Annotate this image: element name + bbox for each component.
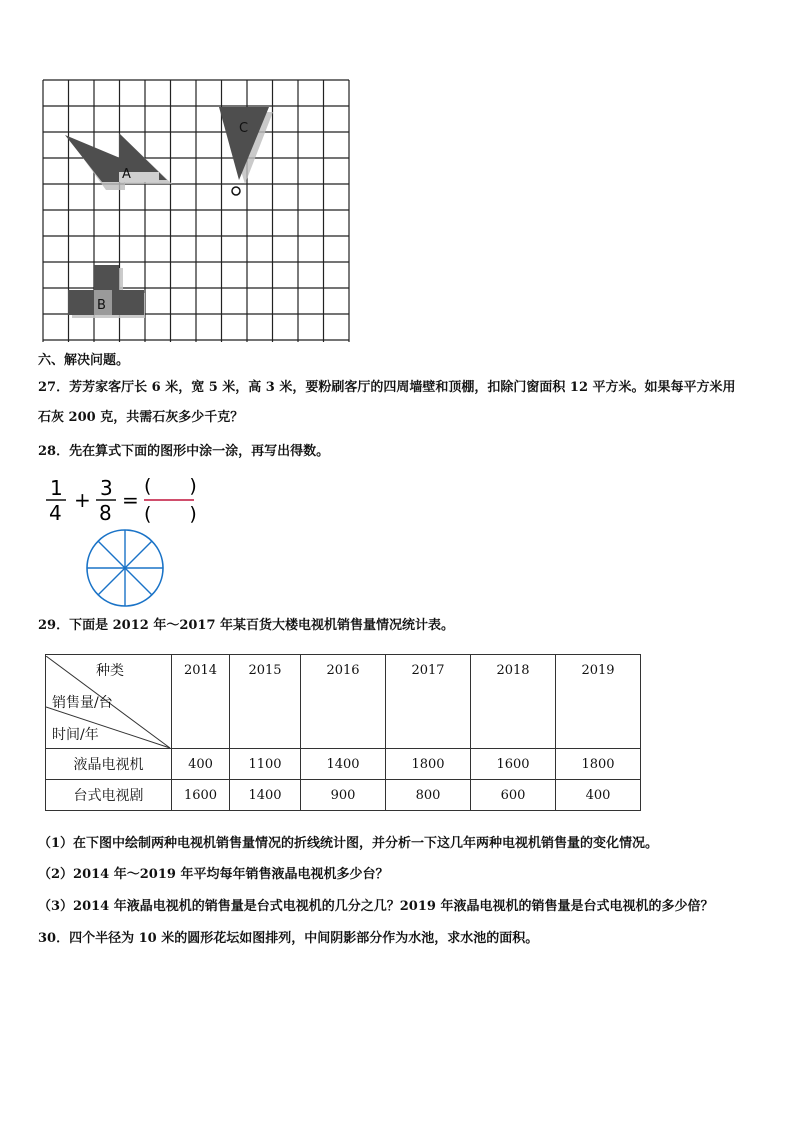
table-row (46, 749, 641, 780)
year-header: 2016 (301, 655, 386, 749)
table-cell: 1800 (386, 749, 471, 780)
fraction2-denominator: 8 (99, 501, 112, 525)
answer-numerator: ( ) (144, 475, 197, 497)
year-header: 2017 (386, 655, 471, 749)
year-header: 2019 (556, 655, 641, 749)
circle-spoke (125, 541, 152, 568)
shape-b-label: B (97, 298, 106, 313)
table-cell: 1600 (172, 780, 230, 811)
answer-denominator: ( ) (144, 503, 197, 525)
table-cell: 400 (556, 780, 641, 811)
shape-b (68, 265, 145, 318)
grid-figure (40, 78, 356, 344)
table-cell: 1600 (471, 749, 556, 780)
corner-bottom-label: 时间/年 (52, 726, 99, 743)
table-cell: 900 (301, 780, 386, 811)
section-title: 六、解决问题。 (38, 353, 130, 368)
q29-sub2: （2）2014 年～2019 年平均每年销售液晶电视机多少台？ (38, 867, 389, 882)
shape-c (219, 107, 273, 184)
corner-top-label: 种类 (96, 662, 124, 679)
q30-text: 30．四个半径为 10 米的圆形花坛如图排列，中间阴影部分作为水池，求水池的面积。 (38, 931, 539, 946)
plus-sign: + (74, 488, 91, 512)
fraction-equation (40, 472, 210, 530)
table-cell: 600 (471, 780, 556, 811)
table-cell: 400 (172, 749, 230, 780)
q29-sub3: （3）2014 年液晶电视机的销售量是台式电视机的几分之几？2019 年液晶电视机的销售量是台式电视机的多少倍？ (38, 899, 714, 914)
row-label: 液晶电视机 (46, 749, 172, 780)
table-corner-cell (46, 655, 172, 749)
circle-spoke (98, 541, 125, 568)
q29-sub1: （1）在下图中绘制两种电视机销售量情况的折线统计图，并分析一下这几年两种电视机销售量的变化情况。 (38, 836, 659, 851)
shape-a-label: A (122, 167, 131, 182)
fraction2-numerator: 3 (100, 476, 113, 500)
corner-middle-label: 销售量/台 (52, 694, 113, 711)
year-header: 2015 (230, 655, 301, 749)
table-cell: 1800 (556, 749, 641, 780)
fraction1-numerator: 1 (50, 476, 63, 500)
sales-table (45, 654, 641, 811)
year-header: 2018 (471, 655, 556, 749)
point-o (232, 187, 240, 195)
table-row (46, 780, 641, 811)
q27-line2: 石灰 200 克，共需石灰多少千克？ (38, 410, 244, 425)
fraction-circle (84, 527, 166, 609)
row-label: 台式电视剧 (46, 780, 172, 811)
year-header: 2014 (172, 655, 230, 749)
table-cell: 800 (386, 780, 471, 811)
shape-c-label: C (239, 121, 249, 136)
circle-spoke (98, 568, 125, 595)
q27-line1: 27．芳芳家客厅长 6 米，宽 5 米，高 3 米，要粉刷客厅的四周墙壁和顶棚，扣除门窗面积 12 平方米。如果每平方米用 (38, 380, 736, 395)
circle-spoke (125, 568, 152, 595)
table-cell: 1400 (301, 749, 386, 780)
q29-text: 29．下面是 2012 年～2017 年某百货大楼电视机销售量情况统计表。 (38, 618, 455, 633)
fraction1-denominator: 4 (49, 501, 62, 525)
equals-sign: = (122, 488, 139, 512)
table-cell: 1400 (230, 780, 301, 811)
table-cell: 1100 (230, 749, 301, 780)
q28-text: 28．先在算式下面的图形中涂一涂，再写出得数。 (38, 444, 330, 459)
shape-a (65, 133, 172, 190)
